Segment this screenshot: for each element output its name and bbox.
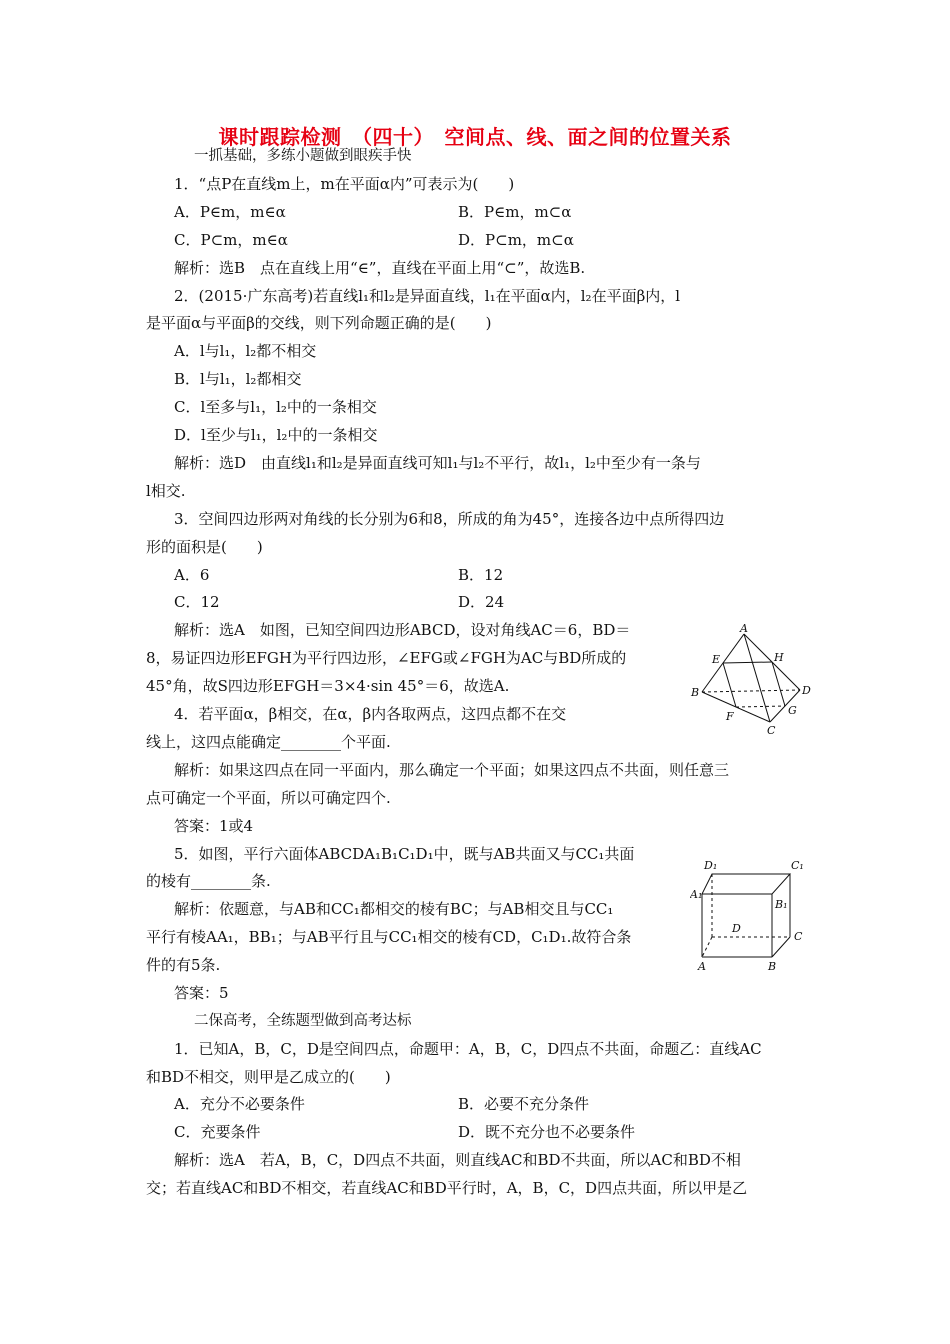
q3-option-d: D．24 [458, 593, 505, 611]
page-title: 课时跟踪检测 （四十） 空间点、线、面之间的位置关系 [218, 125, 732, 149]
q1-option-b: B．P∈m，m⊂α [458, 203, 572, 221]
q3-option-c: C．12 [174, 593, 220, 611]
q2-option-d: D．l至少与l₁，l₂中的一条相交 [174, 426, 378, 444]
label-b: B [768, 960, 777, 973]
q4-stem-line1: 4．若平面α，β相交，在α，β内各取两点，这四点都不在交 [174, 705, 567, 723]
q5-answer: 答案：5 [174, 984, 229, 1002]
q3-option-a: A．6 [174, 566, 210, 584]
label-d: D [732, 922, 741, 935]
q2-option-c: C．l至多与l₁，l₂中的一条相交 [174, 398, 377, 416]
q5-stem-line1: 5．如图，平行六面体ABCDA₁B₁C₁D₁中，既与AB共面又与CC₁共面 [174, 845, 635, 863]
section-heading-basics: 一抓基础，多练小题做到眼疾手快 [194, 148, 412, 164]
q2-option-a: A．l与l₁，l₂都不相交 [174, 342, 317, 360]
q3-solution-line3: 45°角，故S四边形EFGH＝3×4·sin 45°＝6，故选A. [146, 677, 510, 695]
tetrahedron-figure [688, 622, 818, 737]
q5-solution-line1: 解析：依题意，与AB和CC₁都相交的棱有BC；与AB相交且与CC₁ [174, 900, 614, 918]
edge-bc [772, 937, 790, 957]
p1-stem-line1: 1．已知A，B，C，D是空间四点，命题甲：A，B，C，D四点不共面，命题乙：直线AC [174, 1040, 762, 1058]
q1-option-a: A．P∈m，m∈α [174, 203, 286, 221]
label-b1: B₁ [775, 898, 788, 911]
label-d1: D₁ [704, 859, 718, 872]
label-f: F [726, 710, 734, 723]
q2-stem-line2: 是平面α与平面β的交线，则下列命题正确的是( ) [146, 314, 492, 332]
q2-solution-line2: l相交. [146, 482, 186, 500]
q1-option-c: C．P⊂m，m∈α [174, 231, 288, 249]
edge-bd-hidden [702, 690, 800, 692]
q3-stem-line1: 3．空间四边形两对角线的长分别为6和8，所成的角为45°，连接各边中点所得四边 [174, 510, 725, 528]
label-a: A [698, 960, 706, 973]
p1-option-d: D．既不充分也不必要条件 [458, 1123, 636, 1141]
q2-solution-line1: 解析：选D 由直线l₁和l₂是异面直线可知l₁与l₂不平行，故l₁，l₂中至少有一条与 [174, 454, 701, 472]
parallelepiped-figure [690, 852, 820, 974]
p1-option-a: A．充分不必要条件 [174, 1095, 305, 1113]
q2-option-b: B．l与l₁，l₂都相交 [174, 370, 302, 388]
q1-solution: 解析：选B 点在直线上用“∈”，直线在平面上用“⊂”，故选B. [174, 259, 586, 277]
label-h: H [774, 651, 784, 664]
label-c: C [794, 930, 803, 943]
segment-fg-hidden [736, 706, 785, 707]
section-heading-exam: 二保高考，全练题型做到高考达标 [194, 1013, 412, 1029]
segment-ef [723, 663, 736, 707]
q3-option-b: B．12 [458, 566, 504, 584]
top-face [702, 874, 790, 894]
label-d: D [802, 684, 811, 697]
label-c1: C₁ [791, 859, 804, 872]
p1-option-b: B．必要不充分条件 [458, 1095, 590, 1113]
q3-solution-line1: 解析：选A 如图，已知空间四边形ABCD，设对角线AC＝6，BD＝ [174, 621, 631, 639]
label-c: C [767, 724, 776, 737]
q3-stem-line2: 形的面积是( ) [146, 538, 263, 556]
q4-solution-line1: 解析：如果这四点在同一平面内，那么确定一个平面；如果这四点不共面，则任意三 [174, 761, 730, 779]
label-a: A [740, 622, 748, 635]
q4-stem-line2: 线上，这四点能确定________个平面. [146, 733, 391, 751]
q5-stem-line2: 的棱有________条. [146, 872, 271, 890]
q1-option-d: D．P⊂m，m⊂α [458, 231, 574, 249]
p1-solution-line1: 解析：选A 若A，B，C，D四点不共面，则直线AC和BD不共面，所以AC和BD不相 [174, 1151, 741, 1169]
p1-stem-line2: 和BD不相交，则甲是乙成立的( ) [146, 1068, 391, 1086]
q5-solution-line2: 平行有棱AA₁，BB₁；与AB平行且与CC₁相交的棱有CD，C₁D₁.故符合条 [146, 928, 632, 946]
edge-ad-hidden [702, 937, 712, 957]
q5-solution-line3: 件的有5条. [146, 956, 221, 974]
segment-eh [723, 662, 772, 663]
q2-stem-line1: 2．(2015·广东高考)若直线l₁和l₂是异面直线，l₁在平面α内，l₂在平面β内，l [174, 287, 681, 305]
q4-solution-line2: 点可确定一个平面，所以可确定四个. [146, 789, 391, 807]
p1-option-c: C．充要条件 [174, 1123, 261, 1141]
p1-solution-line2: 交；若直线AC和BD不相交，若直线AC和BD平行时，A，B，C，D四点共面，所以甲是乙 [146, 1179, 748, 1197]
label-b: B [691, 686, 700, 699]
label-e: E [712, 653, 721, 666]
q1-stem: 1．“点P在直线m上，m在平面α内”可表示为( ) [174, 175, 515, 193]
label-g: G [788, 704, 797, 717]
label-a1: A₁ [690, 888, 703, 901]
q4-answer: 答案：1或4 [174, 817, 254, 835]
q3-solution-line2: 8，易证四边形EFGH为平行四边形，∠EFG或∠FGH为AC与BD所成的 [146, 649, 627, 667]
